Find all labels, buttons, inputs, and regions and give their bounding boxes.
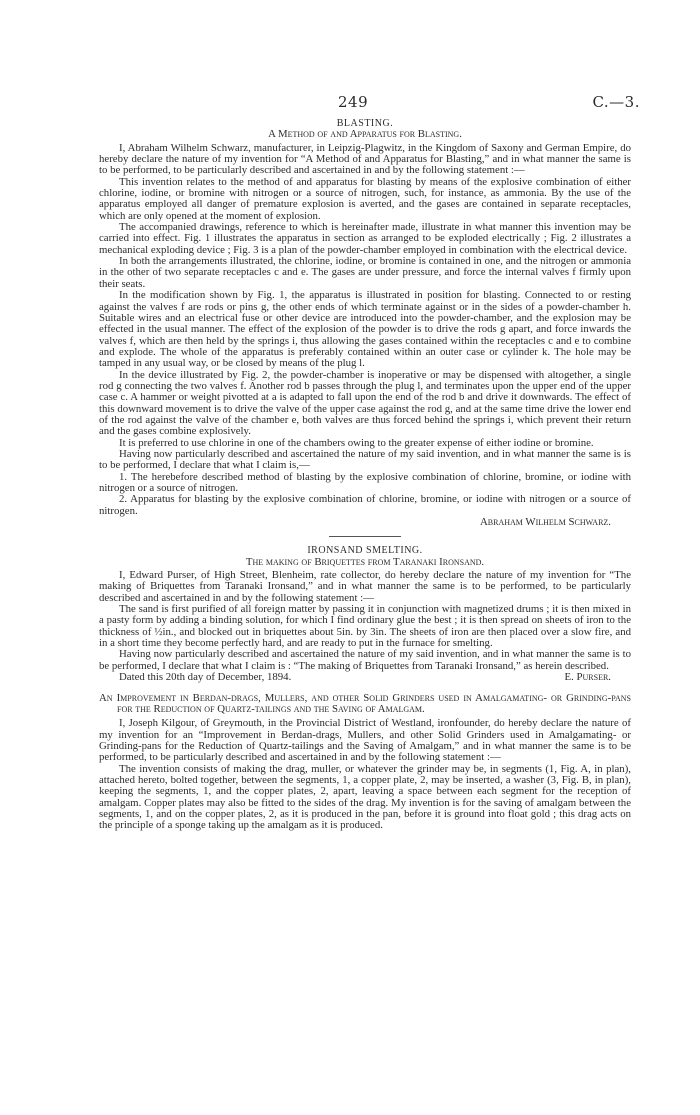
section-divider: [329, 536, 401, 537]
page-reference: C.—3.: [592, 93, 640, 111]
paragraph: It is preferred to use chlorine in one of the chambers owing to the greater expense of either iodine or bromine.: [119, 436, 594, 449]
paragraph: In the device illustrated by Fig. 2, the powder-chamber is inoperative or may be dispensed with altogether, a single rod g connecting the two valves f. Another rod b passes through the plug l, and terminates upon the upper end of the upper case c. A hammer or weight pivotted at a is adapted to fall upon the end of the rod b and drive it downwards. The effect of this downward movement is to drive the valve of the upper case against the rod g, and at the same time drive the lower end of the rod against the valve of the chamber e, both valves are thus forced behind the springs i, which prevent their return and the gases combine explosively.: [99, 368, 631, 438]
section-heading-ironsand: IRONSAND SMELTING.: [307, 545, 423, 557]
section-title-ironsand: The making of Briquettes from Taranaki Ironsand.: [245, 555, 485, 568]
paragraph: I, Joseph Kilgour, of Greymouth, in the Provincial District of Westland, ironfounder, do hereby declare the nature of my invention for an “Improvement in Berdan-drags, Mullers, and other Solid Grinders used in Amalgamating- or Grinding-pans for the Reduction of Quartz-tailings and the Saving of Amalgam,” and in what manner the same is to be performed, to be particularly described and ascertained in and by the following statement :—: [99, 717, 631, 764]
paragraph: The invention consists of making the drag, muller, or whatever the grinder may be, in segments (1, Fig. A, in plan), attached hereto, bolted together, between the segments, 1, a copper plate, 2, may be inserted, a washer (3, Fig. B, in plan), keeping the segments, 1, and the copper plates, 2, apart, leaving a space between each segment for the reception of amalgam. Copper plates may also be fitted to the sides of the drag. My invention is for the saving of amalgam between the segments, 1, and on the copper plates, 2, as it is produced in the pan, before it is ground into float gold ; this drag acts on the principle of a sponge taking up the amalgam as it is produced.: [99, 762, 631, 832]
section-title-grinders: An Improvement in Berdan-drags, Mullers, and other Solid Grinders used in Amalgamating- or Grinding-pans for the Reduction of Quartz-tailings and the Saving of Amalgam.: [99, 691, 631, 715]
signature-purser: E. Purser.: [564, 671, 611, 684]
paragraph: The accompanied drawings, reference to which is hereinafter made, illustrate in what manner this invention may be carried into effect. Fig. 1 illustrates the apparatus in section as arranged to be exploded electrically ; Fig. 2 illustrates a mechanical exploding device ; Fig. 3 is a plan of the powder-chamber employed in combination with the electrical device.: [99, 221, 631, 256]
document-body: [99, 118, 631, 832]
signature-schwarz: Abraham Wilhelm Schwarz.: [479, 516, 611, 529]
paragraph: This invention relates to the method of and apparatus for blasting by means of the explosive combination of either chlorine, iodine, or bromine with nitrogen or a source of nitrogen, such, for instance, as ammonia. By the use of the apparatus employed all danger of premature explosion is averted, and the gases are contained in separate receptacles, which are only opened at the moment of explosion.: [99, 175, 631, 222]
paragraph: I, Abraham Wilhelm Schwarz, manufacturer, in Leipzig-Plagwitz, in the Kingdom of Saxony and German Empire, do hereby declare the nature of my invention for “A Method of and Apparatus for Blasting,” and in what manner the same is to be performed, to be particularly described and ascertained in and by the following statement :—: [99, 141, 631, 177]
paragraph: In the modification shown by Fig. 1, the apparatus is illustrated in position for blasting. Connected to or resting against the valves f are rods or pins g, the other ends of which terminate against or in the sides of a powder-chamber h. Suitable wires and an electrical fuse or other device are introduced into the powder-chamber, and the explosion may be effected in the usual manner. The effect of the explosion of the powder is to drive the rods g apart, and force inwards the valves f, which are then held by the springs i, thus allowing the gases contained within the receptacles c and e to combine and explode. The whole of the apparatus is preferably contained within an outer case or cylinder k. The hole may be tamped in any usual way, or be closed by means of the plug l.: [99, 289, 631, 370]
section-title-blasting: A Method of and Apparatus for Blasting.: [268, 128, 462, 141]
date-text: Dated this 20th day of December, 1894.: [119, 671, 292, 684]
dated-line: [99, 672, 631, 683]
signature-line: [99, 517, 631, 528]
paragraph: I, Edward Purser, of High Street, Blenheim, rate collector, do hereby declare the nature of my invention for “The making of Briquettes from Taranaki Ironsand,” and in what manner the same is to be performed, to be particularly described and ascertained in and by the following statement :—: [99, 569, 631, 604]
claim: 1. The herebefore described method of blasting by the explosive combination of chlorine, bromine, or iodine with nitrogen or a source of nitrogen.: [99, 470, 631, 494]
paragraph: Having now particularly described and ascertained the nature of my said invention, and in what manner the same is to be performed, I declare that what I claim is : “The making of Briquettes from Taranaki Ironsand,” as herein described.: [99, 648, 631, 672]
page-number: 249: [338, 93, 369, 111]
section-heading-blasting: BLASTING.: [336, 118, 394, 129]
paragraph: Having now particularly described and ascertained the nature of my said invention, and in what manner the same is is to be performed, I declare that what I claim is,—: [99, 447, 631, 472]
claim: 2. Apparatus for blasting by the explosive combination of chlorine, bromine, or iodine with nitrogen or a source of nitrogen.: [99, 493, 631, 517]
paragraph: The sand is first purified of all foreign matter by passing it in conjunction with magnetized drums ; it is then mixed in a pasty form by adding a binding solution, for which I find ordinary glue the best ; it is then spread on sheets of iron to the thickness of ½in., and blocked out in briquettes about 5in. by 3in. The sheets of iron are then placed over a slow fire, and in a short time they become perfectly hard, and are ready to put in the furnace for smelting.: [99, 603, 631, 650]
paragraph: In both the arrangements illustrated, the chlorine, iodine, or bromine is contained in one, and the nitrogen or ammonia in the other of two separate receptacles c and e. The gases are under pressure, and force the internal valves f firmly upon their seats.: [99, 255, 631, 290]
